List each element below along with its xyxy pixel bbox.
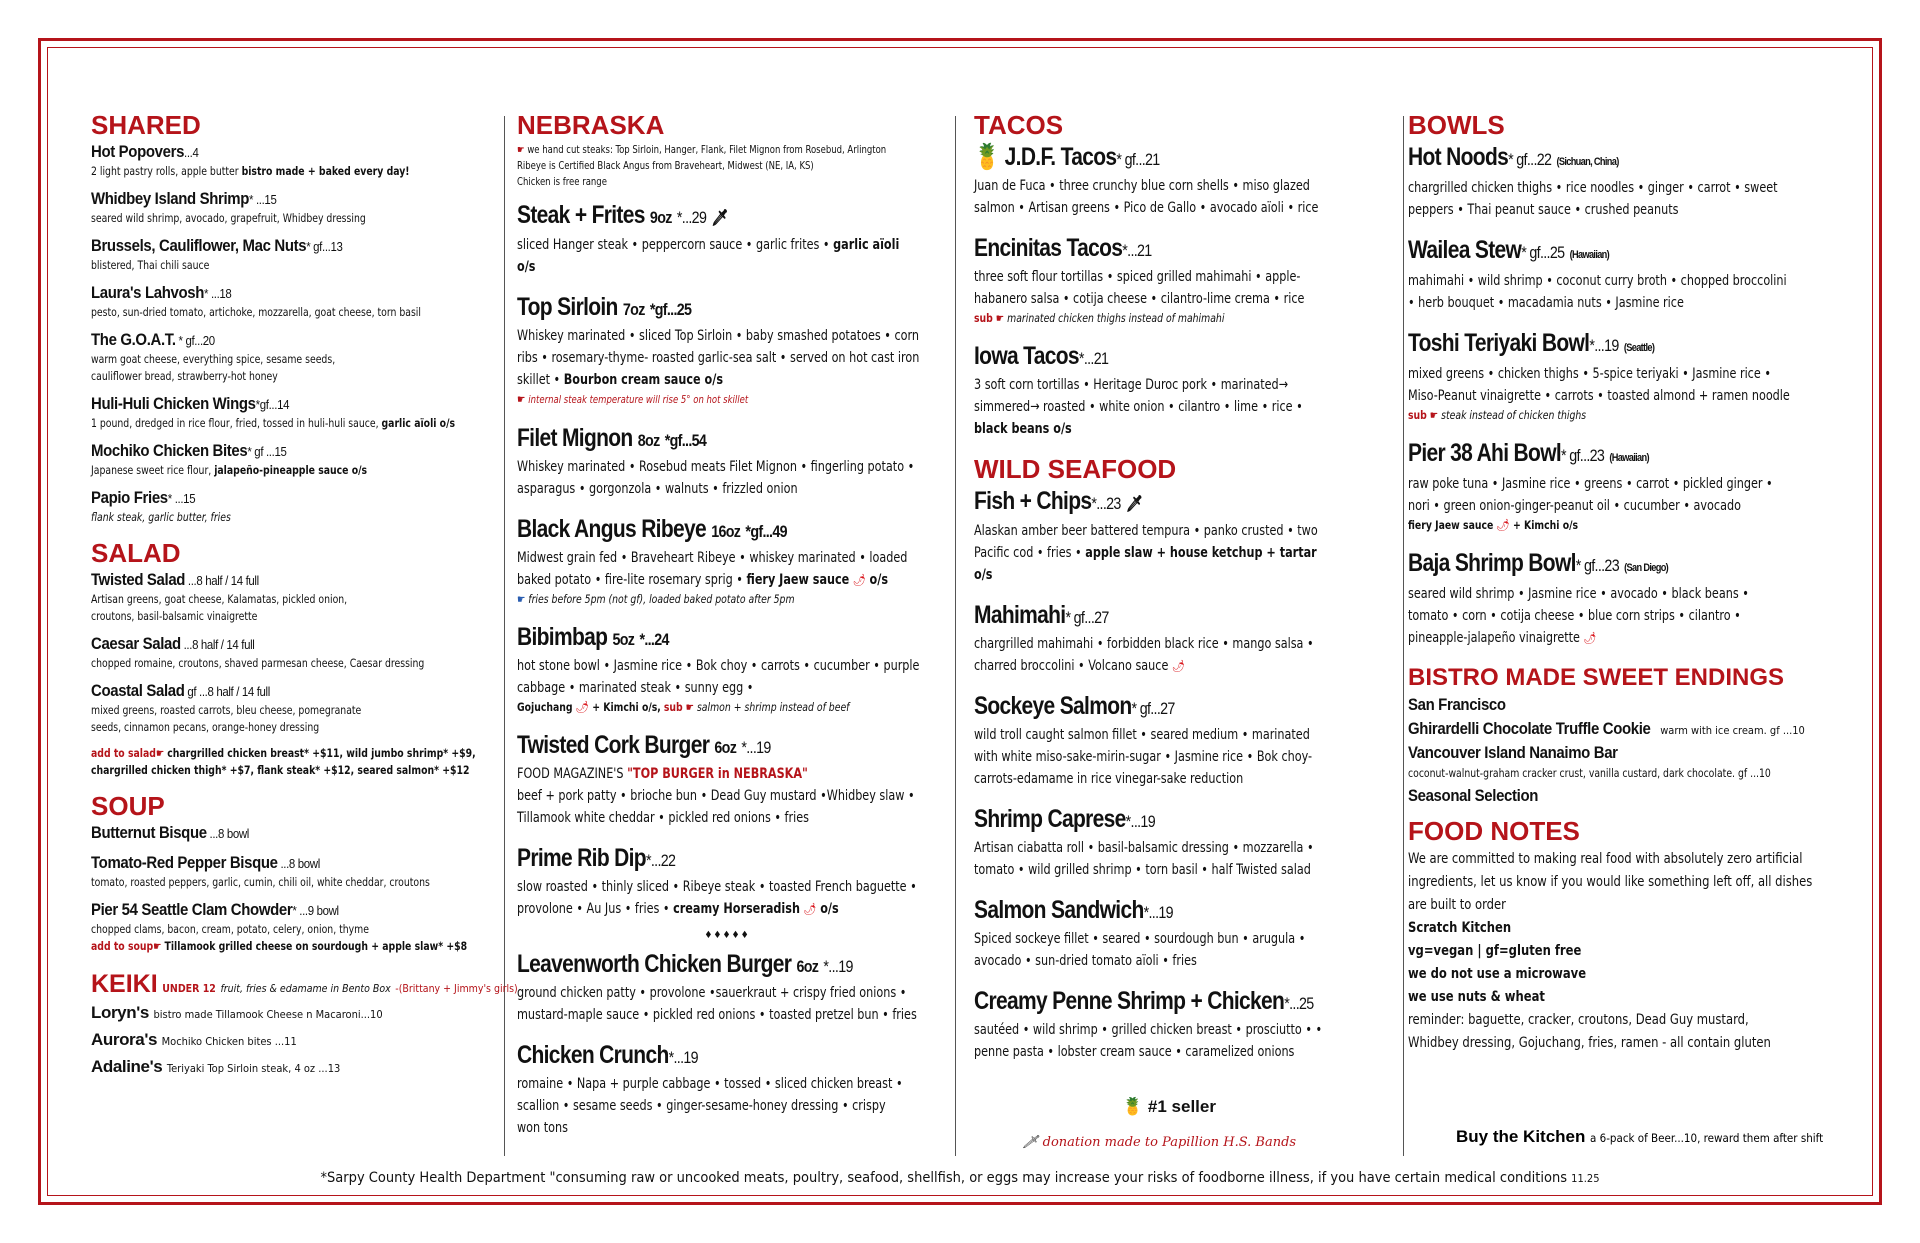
item-desc: romaine • Napa + purple cabbage • tossed • sliced chicken breast • scallion • sesame seeds • ginger-sesame-honey dressing • crispy won tons: [517, 1076, 903, 1136]
dessert-item: Vancouver Island Nanaimo Bar: [1408, 743, 1618, 762]
menu-item: [517, 423, 944, 500]
menu-item: [974, 486, 1356, 586]
item-price: * ...15: [167, 491, 196, 506]
item-desc-bold: Gojuchang: [517, 700, 573, 714]
item-name: Salmon Sandwich: [974, 896, 1144, 924]
menu-item: [1408, 438, 1858, 534]
disclaimer-text: *Sarpy County Health Department "consuming raw or uncooked meats, poultry, seafood, shellfish, or eggs may increase your risks of foodborne illness, if you have certain medical conditions: [320, 1170, 1568, 1186]
donation-legend: [1022, 1135, 1356, 1150]
item-name: Mahimahi: [974, 601, 1066, 629]
salad-addon: add to salad☛ chargrilled chicken breast* +$11, wild jumbo shrimp* +$9, chargrilled chicken thigh* +$7, flank steak* +$12, seared salmon* +$12: [91, 746, 476, 777]
item-os: o/s: [869, 572, 889, 588]
menu-item: Bibimbap 5oz *...24 hot stone bowl • Jasmine rice • Bok choy • carrots • cucumber • purple cabbage • marinated steak • sunny egg • Gojuchang 🌶 + Kimchi o/s, sub ☛ salmon + shrimp instead of beef: [517, 623, 920, 714]
item-desc-bold: garlic aïoli o/s: [381, 416, 456, 430]
item-name: Black Angus Ribeye: [517, 515, 707, 543]
item-desc: warm with ice cream. gf ...10: [1660, 724, 1805, 737]
item-os: o/s: [820, 901, 839, 917]
menu-item: Toshi Teriyaki Bowl*...19 (Seattle) mixed greens • chicken thighs • 5-spice teriyaki • Jasmine rice • Miso-Peanut vinaigrette • carrots • toasted almond + ramen noodle sub ☛ steak instead of chicken thighs: [1408, 328, 1858, 424]
item-name: Fish + Chips: [974, 487, 1092, 515]
item-name: Leavenworth Chicken Burger: [517, 950, 792, 978]
item-name: Hot Popovers: [91, 142, 185, 161]
food-notes-paragraph: We are committed to making real food with absolutely zero artificial ingredients, let us know if you would like something left off, all dishes are built to order: [1408, 851, 1813, 913]
item-price: *...19: [1125, 812, 1155, 831]
item-desc: seared wild shrimp • Jasmine rice • avocado • black beans • tomato • corn • cotija cheese • blue corn strips • cilantro • pineapple-jalapeño vinaigrette: [1408, 586, 1749, 646]
item-oz: 9oz: [649, 208, 672, 227]
sword-icon: 🗡: [1125, 496, 1143, 513]
menu-item: [91, 330, 491, 385]
keiki-note: fruit, fries & edamame in Bento Box: [220, 983, 391, 995]
item-desc-bold: fiery Jaew sauce: [1408, 518, 1494, 532]
item-price: gf ...8 half / 14 full: [184, 684, 270, 699]
item-name: Pier 38 Ahi Bowl: [1408, 439, 1562, 467]
item-desc: chopped romaine, croutons, shaved parmesan cheese, Caesar dressing: [91, 656, 425, 670]
item-name: Top Sirloin: [517, 293, 618, 321]
menu-item: [91, 394, 491, 432]
item-desc: 2 light pastry rolls, apple butter: [91, 164, 239, 178]
disclaimer-code: 11.25: [1571, 1172, 1600, 1185]
item-name: Laura's Lahvosh: [91, 283, 205, 302]
menu-item: [91, 1057, 491, 1077]
item-desc: Spiced sockeye fillet • seared • sourdough bun • arugula • avocado • sun-dried tomato aïoli • fries: [974, 931, 1306, 969]
item-name: Adaline's: [91, 1057, 163, 1076]
item-name: Prime Rib Dip: [517, 844, 646, 872]
addon-text: Tillamook grilled cheese on sourdough + apple slaw* +$8: [164, 939, 468, 953]
item-desc-bold: fiery Jaew sauce: [746, 572, 850, 588]
item-price: *gf...54: [664, 431, 707, 450]
item-desc: warm goat cheese, everything spice, sesame seeds, cauliflower bread, strawberry-hot honey: [91, 352, 336, 383]
menu-item: Pier 54 Seattle Clam Chowder* ...9 bowl chopped clams, bacon, cream, potato, celery, onion, thyme add to soup☛ Tillamook grilled cheese on sourdough + apple slaw* +$8: [91, 900, 491, 955]
item-price: *...21: [1122, 241, 1152, 260]
menu-item: Top Sirloin 7oz *gf...25 Whiskey marinated • sliced Top Sirloin • baby smashed potatoes • corn ribs • rosemary-thyme- roasted garlic-sea salt • served on hot cast iron skillet • Bourbon cream sauce o/s ☛ internal steak temperature will rise 5° on hot skillet: [517, 293, 920, 406]
item-desc: bistro made Tillamook Cheese n Macaroni...10: [153, 1008, 383, 1021]
item-price: * ...9 bowl: [292, 903, 339, 918]
item-desc: chargrilled chicken thighs • rice noodles • ginger • carrot • sweet peppers • Thai peanut sauce • crushed peanuts: [1408, 180, 1778, 218]
menu-item: [1408, 548, 1858, 649]
item-origin: (Hawaiian): [1609, 452, 1649, 464]
item-oz: 5oz: [612, 630, 635, 649]
item-origin: (Seattle): [1623, 342, 1655, 354]
menu-item: [91, 236, 491, 274]
chili-pepper-icon: 🌶: [852, 573, 866, 587]
pineapple-icon: 🍍: [974, 143, 1000, 171]
dessert-item: [1408, 719, 1858, 739]
donation-text: donation made to Papillion H.S. Bands: [1042, 1135, 1297, 1150]
item-desc: Artisan greens, goat cheese, Kalamatas, pickled onion, croutons, basil-balsamic vinaigrette: [91, 592, 348, 623]
item-name: Mochiko Chicken Bites: [91, 441, 248, 460]
item-desc: chargrilled mahimahi • forbidden black rice • mango salsa • charred broccolini • Volcano sauce: [974, 636, 1314, 674]
menu-item: [517, 843, 944, 920]
item-desc: 3 soft corn tortillas • Heritage Duroc pork • marinated→ simmered→ roasted • white onion • cilantro • lime • rice •: [974, 377, 1303, 415]
section-heading-nebraska: NEBRASKA: [517, 110, 665, 140]
item-oz: 8oz: [637, 431, 660, 450]
item-price: ...8 bowl: [277, 856, 320, 871]
item-desc: tomato, roasted peppers, garlic, cumin, chili oil, white cheddar, croutons: [91, 875, 430, 889]
section-heading-shared: SHARED: [91, 110, 201, 140]
item-desc: 1 pound, dredged in rice flour, fried, tossed in huli-huli sauce,: [91, 416, 379, 430]
intro-line: we hand cut steaks: Top Sirloin, Hanger, Flank, Filet Mignon from Rosebud, Arlington: [527, 144, 887, 156]
keiki-under: UNDER 12: [162, 983, 216, 995]
item-price: * gf...21: [1116, 150, 1160, 169]
item-price: * gf...25: [1521, 243, 1565, 262]
section-heading-sweet-endings: BISTRO MADE SWEET ENDINGS: [1408, 664, 1785, 691]
item-oz: 16oz: [711, 522, 741, 541]
section-heading-food-notes: FOOD NOTES: [1408, 816, 1580, 846]
item-name: Coastal Salad: [91, 681, 185, 700]
item-name: Loryn's: [91, 1003, 149, 1022]
item-name: J.D.F. Tacos: [1004, 143, 1117, 171]
addon-label: add to soup: [91, 939, 154, 953]
item-price: *...24: [639, 630, 669, 649]
item-price: * ...15: [249, 192, 277, 207]
item-desc-bold: bistro made + baked every day!: [241, 164, 410, 178]
menu-item: [91, 1003, 491, 1023]
item-desc: mahimahi • wild shrimp • coconut curry broth • chopped broccolini • herb bouquet • macadamia nuts • Jasmine rice: [1408, 273, 1787, 311]
dessert-item: Seasonal Selection: [1408, 786, 1539, 805]
menu-item: [91, 823, 491, 844]
item-desc-bold: Bourbon cream sauce o/s: [563, 372, 724, 388]
item-price: *gf...14: [255, 397, 290, 412]
menu-item: [974, 341, 1356, 440]
addon-text: chargrilled chicken breast* +$11, wild jumbo shrimp* +$9, chargrilled chicken thigh* +$7, flank steak* +$12, seared salmon* +$12: [91, 746, 476, 777]
section-heading-salad: SALAD: [91, 538, 181, 568]
item-name: Twisted Cork Burger: [517, 731, 710, 759]
item-name: Ghirardelli Chocolate Truffle Cookie: [1408, 719, 1651, 738]
sword-icon: 🗡: [711, 210, 728, 227]
divider-diamonds: ♦♦♦♦♦: [704, 930, 750, 941]
food-notes-line: we do not use a microwave: [1408, 966, 1587, 982]
item-price: *...22: [645, 851, 676, 870]
item-desc: Juan de Fuca • three crunchy blue corn shells • miso glazed salmon • Artisan greens • Pico de Gallo • avocado aïoli • rice: [974, 178, 1319, 216]
food-notes-line: Scratch Kitchen: [1408, 920, 1512, 936]
chili-pepper-icon: 🌶: [1496, 518, 1510, 532]
item-desc: mixed greens, roasted carrots, bleu cheese, pomegranate seeds, cinnamon pecans, orange-honey dressing: [91, 703, 362, 734]
item-desc: slow roasted • thinly sliced • Ribeye steak • toasted French baguette • provolone • Au Jus • fries •: [517, 879, 917, 917]
sub-label: sub: [663, 700, 683, 714]
item-desc-bold: jalapeño-pineapple sauce o/s: [214, 463, 368, 477]
item-oz: 6oz: [714, 738, 737, 757]
item-desc-bold: garlic aïoli o/s: [517, 237, 900, 275]
item-name: Encinitas Tacos: [974, 234, 1123, 262]
item-price: * gf...27: [1065, 608, 1109, 627]
item-desc: Japanese sweet rice flour,: [91, 463, 212, 477]
item-name: Butternut Bisque: [91, 823, 207, 842]
item-desc-bold: creamy Horseradish: [673, 901, 800, 917]
sub-text: marinated chicken thighs instead of mahimahi: [1007, 311, 1225, 325]
item-desc: sautéed • wild shrimp • grilled chicken breast • prosciutto • • penne pasta • lobster cream sauce • caramelized onions: [974, 1022, 1323, 1060]
item-name: Baja Shrimp Bowl: [1408, 549, 1576, 577]
item-name: Shrimp Caprese: [974, 805, 1126, 833]
item-desc: Whiskey marinated • Rosebud meats Filet Mignon • fingerling potato • asparagus • gorgonzola • walnuts • frizzled onion: [517, 459, 915, 497]
item-price: *...19: [668, 1048, 698, 1067]
menu-item: [91, 570, 491, 625]
keiki-header: [91, 969, 518, 999]
item-name: Tomato-Red Pepper Bisque: [91, 853, 278, 872]
sub-label: sub: [1408, 408, 1427, 422]
item-desc: ground chicken patty • provolone •sauerkraut + crispy fried onions • mustard-maple sauce • pickled red onions • toasted pretzel bun • fries: [517, 985, 917, 1023]
buy-the-kitchen: [1456, 1127, 1823, 1147]
section-heading-bowls: BOWLS: [1408, 110, 1505, 140]
item-price: * gf ...15: [247, 444, 287, 459]
item-name: Hot Noods: [1408, 143, 1509, 171]
pineapple-icon: 🍍: [1122, 1097, 1144, 1116]
item-desc: seared wild shrimp, avocado, grapefruit, Whidbey dressing: [91, 211, 366, 225]
item-origin: (San Diego): [1624, 562, 1669, 574]
menu-item: [91, 681, 491, 736]
dessert-desc: coconut-walnut-graham cracker crust, vanilla custard, dark chocolate. gf ...10: [1408, 766, 1771, 780]
item-name: Twisted Salad: [91, 570, 186, 589]
chili-pepper-icon: 🌶: [1171, 659, 1186, 673]
item-desc: pesto, sun-dried tomato, artichoke, mozzarella, goat cheese, torn basil: [91, 305, 421, 319]
menu-item: [974, 986, 1356, 1063]
food-notes-line: we use nuts & wheat: [1408, 989, 1545, 1005]
item-price: *gf...25: [649, 300, 692, 319]
menu-item: [91, 853, 491, 891]
food-notes-paragraph: reminder: baguette, cracker, croutons, Dead Guy mustard, Whidbey dressing, Gojuchang, fries, ramen - all contain gluten: [1408, 1012, 1771, 1051]
sub-text: steak instead of chicken thighs: [1441, 408, 1587, 422]
chili-pepper-icon: 🌶: [1583, 631, 1597, 645]
nebraska-intro: ☛ we hand cut steaks: Top Sirloin, Hanger, Flank, Filet Mignon from Rosebud, Arlington Ribeye is Certified Black Angus from Braveheart, Midwest (NE, IA, KS) Chicken is free range: [517, 144, 887, 188]
chili-pepper-icon: 🌶: [575, 700, 590, 714]
item-price: *...19: [1143, 903, 1173, 922]
best-seller-legend: [1122, 1097, 1356, 1117]
item-name: Steak + Frites: [517, 201, 645, 229]
best-seller-text: #1 seller: [1147, 1097, 1216, 1116]
section-heading-keiki: KEIKI: [91, 970, 158, 998]
item-desc: beef + pork patty • brioche bun • Dead Guy mustard •Whidbey slaw • Tillamook white cheddar • pickled red onions • fries: [517, 788, 915, 826]
item-desc: blistered, Thai chili sauce: [91, 258, 210, 272]
item-price: *...25: [1284, 994, 1314, 1013]
section-heading-wild-seafood: WILD SEAFOOD: [974, 454, 1177, 484]
item-price: * gf...20: [175, 333, 215, 348]
burger-magazine: FOOD MAGAZINE'S: [517, 766, 624, 782]
item-price: * gf...27: [1131, 699, 1175, 718]
intro-line: Ribeye is Certified Black Angus from Braveheart, Midwest (NE, IA, KS): [517, 160, 814, 172]
item-desc: mixed greens • chicken thighs • 5-spice teriyaki • Jasmine rice • Miso-Peanut vinaigrette • carrots • toasted almond + ramen noodle: [1408, 366, 1790, 404]
item-note: fries before 5pm (not gf), loaded baked potato after 5pm: [528, 592, 795, 606]
item-desc-bold: apple slaw + house ketchup + tartar o/s: [974, 545, 1317, 583]
sub-label: sub: [974, 311, 993, 325]
column-bowls: [1408, 110, 1858, 1055]
item-origin: (Hawaiian): [1569, 249, 1610, 261]
column-divider: [504, 116, 505, 1156]
item-note: internal steak temperature will rise 5° on hot skillet: [528, 394, 749, 406]
item-desc: chopped clams, bacon, cream, potato, celery, onion, thyme: [91, 922, 369, 936]
menu-item: [974, 691, 1356, 790]
item-name: Iowa Tacos: [974, 342, 1079, 370]
item-name: Toshi Teriyaki Bowl: [1408, 329, 1590, 357]
menu-item: [91, 189, 491, 227]
column-nebraska: [517, 110, 944, 1153]
sub-text: salmon + shrimp instead of beef: [696, 700, 850, 714]
column-tacos-seafood: [974, 110, 1356, 1150]
menu-item: [517, 1040, 944, 1139]
menu-item: [1408, 142, 1858, 221]
health-disclaimer: [0, 1170, 1920, 1186]
item-origin: (Sichuan, China): [1556, 156, 1619, 168]
item-name: Bibimbap: [517, 623, 608, 651]
menu-item: [91, 634, 491, 672]
item-price: ...8 half / 14 full: [185, 573, 259, 588]
menu-item: [974, 804, 1356, 881]
item-price: ...8 half / 14 full: [180, 637, 255, 652]
item-name: Chicken Crunch: [517, 1041, 669, 1069]
item-name: Whidbey Island Shrimp: [91, 189, 250, 208]
item-desc: wild troll caught salmon fillet • seared medium • marinated with white miso-sake-mirin-sugar • Jasmine rice • Bok choy-carrots-edamame in rice vinegar-sake reduction: [974, 727, 1313, 787]
item-desc-bold: black beans o/s: [974, 421, 1072, 437]
column-divider: [955, 116, 956, 1156]
menu-item: [974, 142, 1356, 219]
item-name: Huli-Huli Chicken Wings: [91, 394, 256, 413]
sword-icon: 🗡: [1022, 1135, 1039, 1150]
menu-item: [91, 441, 491, 479]
item-oz: 7oz: [622, 300, 645, 319]
menu-item: [517, 949, 944, 1026]
addon-label: add to salad: [91, 746, 156, 760]
intro-line: Chicken is free range: [517, 176, 607, 188]
menu-item: [91, 488, 491, 526]
item-name: Sockeye Salmon: [974, 692, 1132, 720]
item-price: * gf...23: [1575, 556, 1619, 575]
item-name: The G.O.A.T.: [91, 330, 176, 349]
menu-item: [1408, 235, 1858, 314]
menu-item: [974, 895, 1356, 972]
menu-item: Black Angus Ribeye 16oz *gf...49 Midwest grain fed • Braveheart Ribeye • whiskey marinated • loaded baked potato • fire-lite rosemary sprig • fiery Jaew sauce 🌶 o/s ☛ fries before 5pm (not gf), loaded baked potato after 5pm: [517, 515, 908, 606]
item-price: *...19: [741, 738, 771, 757]
menu-item: [91, 1030, 491, 1050]
item-desc-bold2: + Kimchi o/s: [1512, 518, 1579, 532]
menu-item: [517, 730, 944, 829]
food-notes-line: vg=vegan | gf=gluten free: [1408, 943, 1582, 959]
item-desc: Teriyaki Top Sirloin steak, 4 oz ...13: [166, 1062, 341, 1075]
item-price: *...21: [1078, 349, 1109, 368]
item-price: *...29: [676, 208, 707, 227]
item-price: * gf...13: [306, 239, 343, 254]
column-divider: [1403, 116, 1404, 1156]
item-desc: hot stone bowl • Jasmine rice • Bok choy • carrots • cucumber • purple cabbage • marinated steak • sunny egg •: [517, 658, 920, 696]
burger-award: "TOP BURGER in NEBRASKA": [627, 766, 808, 782]
item-price: *...19: [1589, 336, 1619, 355]
dessert-item: San Francisco: [1408, 695, 1506, 714]
section-heading-soup: SOUP: [91, 791, 165, 821]
item-desc: Mochiko Chicken bites ...11: [161, 1035, 297, 1048]
menu-item: [91, 142, 491, 180]
kitchen-title: Buy the Kitchen: [1456, 1127, 1586, 1146]
item-name: Creamy Penne Shrimp + Chicken: [974, 987, 1285, 1015]
item-desc: Midwest grain fed • Braveheart Ribeye • whiskey marinated • loaded baked potato • fire-lite rosemary sprig •: [517, 550, 908, 588]
item-oz: 6oz: [796, 957, 819, 976]
food-notes-body: [1408, 848, 1813, 1055]
item-name: Aurora's: [91, 1030, 158, 1049]
item-name: Caesar Salad: [91, 634, 181, 653]
item-price: ...4: [184, 145, 199, 160]
item-desc: sliced Hanger steak • peppercorn sauce • garlic frites •: [517, 237, 830, 253]
menu-item: [91, 283, 491, 321]
column-shared: [91, 110, 518, 1084]
item-name: Filet Mignon: [517, 424, 633, 452]
item-desc-bold2: + Kimchi o/s,: [592, 700, 661, 714]
item-desc: Whiskey marinated • sliced Top Sirloin • baby smashed potatoes • corn ribs • rosemary-thyme- roasted garlic-sea salt • served on hot cast iron skillet •: [517, 328, 920, 388]
keiki-girls: -(Brittany + Jimmy's girls): [395, 983, 518, 995]
item-price: * ...18: [204, 286, 232, 301]
item-name: Brussels, Cauliflower, Mac Nuts: [91, 236, 307, 255]
item-name: Wailea Stew: [1408, 236, 1522, 264]
menu-item: Encinitas Tacos*...21 three soft flour tortillas • spiced grilled mahimahi • apple-habanero salsa • cotija cheese • cilantro-lime crema • rice sub ☛ marinated chicken thighs instead of mahimahi: [974, 233, 1356, 327]
item-price: *...23: [1091, 494, 1121, 513]
item-price: * gf...23: [1561, 446, 1605, 465]
item-desc: raw poke tuna • Jasmine rice • greens • carrot • pickled ginger • nori • green onion-ginger-peanut oil • cucumber • avocado: [1408, 476, 1773, 514]
menu-item: [974, 600, 1356, 677]
item-name: Papio Fries: [91, 488, 168, 507]
item-price: ...8 bowl: [206, 826, 249, 841]
item-price: * gf...22: [1508, 150, 1552, 169]
item-desc: flank steak, garlic butter, fries: [91, 510, 231, 524]
item-desc: Alaskan amber beer battered tempura • panko crusted • two Pacific cod • fries •: [974, 523, 1318, 561]
section-heading-tacos: TACOS: [974, 110, 1064, 140]
item-name: Pier 54 Seattle Clam Chowder: [91, 900, 293, 919]
item-desc: three soft flour tortillas • spiced grilled mahimahi • apple-habanero salsa • cotija cheese • cilantro-lime crema • rice: [974, 269, 1305, 307]
item-desc: Artisan ciabatta roll • basil-balsamic dressing • mozzarella • tomato • wild grilled shrimp • torn basil • half Twisted salad: [974, 840, 1314, 878]
item-price: *...19: [823, 957, 853, 976]
item-price: *gf...49: [745, 522, 787, 541]
chili-pepper-icon: 🌶: [803, 902, 817, 916]
kitchen-desc: a 6-pack of Beer...10, reward them after shift: [1589, 1131, 1824, 1145]
menu-item: [517, 200, 944, 278]
